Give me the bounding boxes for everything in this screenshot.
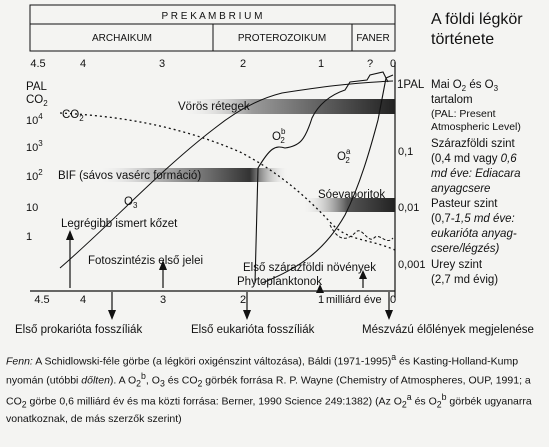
top-tick-2: 2 bbox=[239, 58, 247, 70]
legend-line-3: (PAL: Present bbox=[431, 108, 496, 120]
caption-t2: és Kasting-Holland-Kump nyomán (utóbbi bbox=[6, 355, 519, 386]
caption-t1: A Schidlowski-féle görbe (a légköri oxigénszint változása), Báldi (1971-1995) bbox=[32, 355, 392, 368]
top-tick-1: 1 bbox=[317, 58, 325, 70]
legend-line-11: eukarióta anyag- bbox=[431, 228, 517, 240]
o3-curve-label: $O_3$ bbox=[124, 196, 138, 210]
legend-line-9: Pasteur szint bbox=[431, 198, 498, 210]
eon-phanerozoic-label: FANER bbox=[356, 33, 390, 44]
legend-line-7: md éve: Ediacara bbox=[431, 168, 521, 180]
evaporites-label: Sóevaporitok bbox=[318, 189, 386, 201]
caption-t1-sup: a bbox=[391, 352, 397, 362]
legend-line-5: Szárazföldi szint bbox=[431, 138, 515, 150]
o2b-curve-label: $O^b$ 2 bbox=[272, 127, 286, 145]
caption-t7: görbe 0,6 milliárd év és ma közti forrása: Berner, 1990 Science 249:1382) (Az O bbox=[26, 395, 402, 408]
prokaryote-label: Első prokarióta fosszíliák bbox=[15, 324, 143, 336]
bottom-tick-0: 0 bbox=[389, 294, 397, 306]
caption-t8-sub: 2 bbox=[436, 399, 442, 410]
title-line-2: története bbox=[431, 31, 495, 48]
top-tick-question: ? bbox=[366, 58, 374, 70]
left-tick-10: 10 bbox=[26, 202, 39, 214]
legend-line-4: Atmospheric Level) bbox=[431, 121, 521, 133]
left-tick-1: 1 bbox=[26, 231, 33, 243]
red-beds-label: Vörös rétegek bbox=[178, 101, 250, 113]
caption-t5-sub: 2 bbox=[197, 378, 203, 389]
bottom-tick-2: 2 bbox=[239, 294, 247, 306]
left-axis-pal-label: PAL bbox=[26, 81, 47, 93]
right-tick-0.01: 0,01 bbox=[398, 202, 420, 214]
o2a-curve-label: $O^a$ 2 bbox=[337, 147, 351, 165]
legend-line-14: (2,7 md évig) bbox=[431, 274, 499, 286]
co2-curve-label: $CO_2$ bbox=[62, 109, 84, 123]
prokaryote-arrowhead bbox=[108, 310, 116, 320]
caption-t6: görbék forrása R. P. Wayne (Chemistry of Atmospheres, OUP, 1991; a CO bbox=[6, 374, 531, 408]
caption-fenn: Fenn: bbox=[6, 355, 33, 368]
bottom-tick-3: 3 bbox=[159, 294, 167, 306]
eon-proterozoic-label: PROTEROZOIKUM bbox=[237, 33, 327, 44]
left-tick-1e2: $10^2$ bbox=[26, 168, 43, 183]
caption-t8-sup: b bbox=[441, 392, 447, 403]
eon-precambrian-label: P R E K A M B R I U M bbox=[161, 11, 263, 22]
bottom-tick-4: 4 bbox=[79, 294, 87, 306]
bif-label: BIF (sávos vasérc formáció) bbox=[58, 170, 202, 182]
photosynthesis-label: Fotoszintézis első jelei bbox=[88, 255, 204, 267]
caption-t6-sub: 2 bbox=[21, 399, 27, 410]
legend-line-2: tartalom bbox=[431, 94, 473, 106]
caption-t3-sub: 2 bbox=[136, 378, 142, 389]
caption-t7-sub: 2 bbox=[401, 399, 407, 410]
eukaryote-arrowhead bbox=[243, 310, 251, 320]
bottom-axis-unit-label: milliárd éve bbox=[326, 294, 382, 306]
calcareous-arrowhead bbox=[385, 310, 393, 320]
caption-t3: ). A O bbox=[109, 374, 137, 386]
right-axis-1pal-label: 1PAL bbox=[397, 79, 425, 91]
figure-caption bbox=[6, 350, 544, 426]
title-line-1: A földi légkör bbox=[431, 11, 523, 28]
left-tick-1e3: $10^3$ bbox=[26, 139, 43, 154]
caption-t2-italic: dőlten bbox=[81, 374, 110, 386]
top-tick-4: 4 bbox=[79, 58, 87, 70]
caption-t8: és O bbox=[411, 395, 437, 408]
top-tick-0: 0 bbox=[389, 58, 397, 70]
left-axis-co2-label: $CO_2$ bbox=[26, 94, 48, 108]
evaporite-wave-curve bbox=[330, 225, 393, 241]
right-legend bbox=[431, 79, 521, 286]
land-plants-label: Első szárazföldi növények bbox=[243, 262, 376, 274]
left-tick-1e4: $10^4$ bbox=[26, 112, 43, 127]
caption-t4-sub: 3 bbox=[159, 378, 165, 389]
top-tick-4.5: 4.5 bbox=[30, 58, 46, 70]
eon-archean-label: ARCHAIKUM bbox=[91, 33, 153, 44]
top-tick-3: 3 bbox=[158, 58, 166, 70]
legend-line-6: (0,4 md vagy 0,6 bbox=[431, 153, 517, 165]
caption-t5: és CO bbox=[164, 374, 198, 386]
right-tick-0.1: 0,1 bbox=[398, 146, 414, 158]
legend-line-8: anyagcsere bbox=[431, 183, 491, 195]
caption-t4: , O bbox=[145, 374, 160, 386]
caption-t7-sup: a bbox=[406, 392, 412, 403]
eukaryote-label: Első eukarióta fosszíliák bbox=[191, 324, 315, 336]
caption-t3-sup: b bbox=[141, 370, 146, 381]
bottom-tick-1: 1 bbox=[317, 294, 325, 306]
legend-line-13: Urey szint bbox=[431, 259, 483, 271]
oldest-rock-arrowhead bbox=[66, 230, 74, 240]
right-tick-0.001: 0,001 bbox=[398, 259, 426, 271]
legend-line-10: (0,7-1,5 md éve: bbox=[431, 213, 515, 225]
calcareous-label: Mészvázú élőlények megjelenése bbox=[362, 324, 534, 336]
caption-t9: görbék ugyanarra vonatkoznak, de más szerzők szerint) bbox=[6, 395, 532, 425]
oldest-rock-label: Legrégibb ismert kőzet bbox=[61, 218, 178, 230]
legend-line-1: Mai $O_2$ és $O_3$ bbox=[431, 79, 499, 93]
bottom-tick-4.5: 4.5 bbox=[34, 294, 50, 306]
phytoplankton-label: Phytoplanktonok bbox=[237, 276, 323, 288]
legend-line-12: csere/légzés) bbox=[431, 243, 500, 255]
